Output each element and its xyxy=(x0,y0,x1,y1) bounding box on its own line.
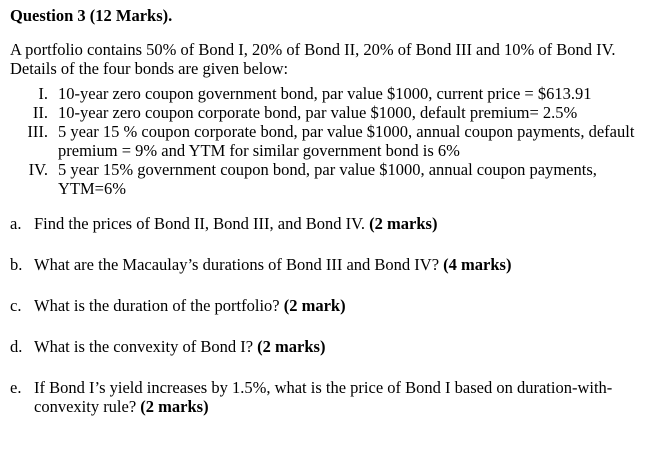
part-text xyxy=(34,255,650,274)
bond-number: II. xyxy=(32,103,48,122)
part-marks: (2 marks) xyxy=(257,337,326,356)
question-part-b xyxy=(10,255,650,274)
part-text xyxy=(34,378,650,416)
bond-description: 5 year 15% government coupon bond, par value $1000, annual coupon payments, YTM=6% xyxy=(58,160,597,198)
part-letter: e. xyxy=(10,378,22,397)
part-marks: (2 marks) xyxy=(140,397,209,416)
part-letter: d. xyxy=(10,337,23,356)
part-text xyxy=(34,214,650,233)
bond-number: III. xyxy=(27,122,48,141)
bond-item-4 xyxy=(10,160,650,198)
part-letter: a. xyxy=(10,214,22,233)
question-part-a xyxy=(10,214,650,233)
bond-description: 5 year 15 % coupon corporate bond, par value $1000, annual coupon payments, default premium = 9% and YTM for similar government bond is 6% xyxy=(58,122,635,160)
part-question: What is the duration of the portfolio? xyxy=(34,296,280,315)
bond-list xyxy=(10,84,650,198)
part-marks: (4 marks) xyxy=(443,255,512,274)
part-question: What are the Macaulay’s durations of Bond III and Bond IV? xyxy=(34,255,440,274)
question-part-c xyxy=(10,296,650,315)
part-question: Find the prices of Bond II, Bond III, and Bond IV. xyxy=(34,214,366,233)
bond-number: I. xyxy=(38,84,48,103)
part-letter: b. xyxy=(10,255,23,274)
question-intro: A portfolio contains 50% of Bond I, 20% of Bond II, 20% of Bond III and 10% of Bond IV. Details of the four bonds are given below: xyxy=(10,40,616,78)
bond-description: 10-year zero coupon corporate bond, par value $1000, default premium= 2.5% xyxy=(58,103,578,122)
part-text xyxy=(34,296,650,315)
bond-item-2 xyxy=(10,103,650,122)
part-question: If Bond I’s yield increases by 1.5%, what is the price of Bond I based on duration-with-convexity rule? xyxy=(34,378,613,416)
question-part-e xyxy=(10,378,650,416)
bond-item-1 xyxy=(10,84,650,103)
bond-number: IV. xyxy=(28,160,48,179)
bond-item-3 xyxy=(10,122,650,160)
question-part-d xyxy=(10,337,650,356)
question-title: Question 3 (12 Marks). xyxy=(10,6,173,25)
question-parts-list xyxy=(10,214,650,416)
part-marks: (2 marks) xyxy=(369,214,438,233)
part-letter: c. xyxy=(10,296,22,315)
part-text xyxy=(34,337,650,356)
bond-description: 10-year zero coupon government bond, par value $1000, current price = $613.91 xyxy=(58,84,592,103)
part-marks: (2 mark) xyxy=(283,296,346,315)
part-question: What is the convexity of Bond I? xyxy=(34,337,254,356)
